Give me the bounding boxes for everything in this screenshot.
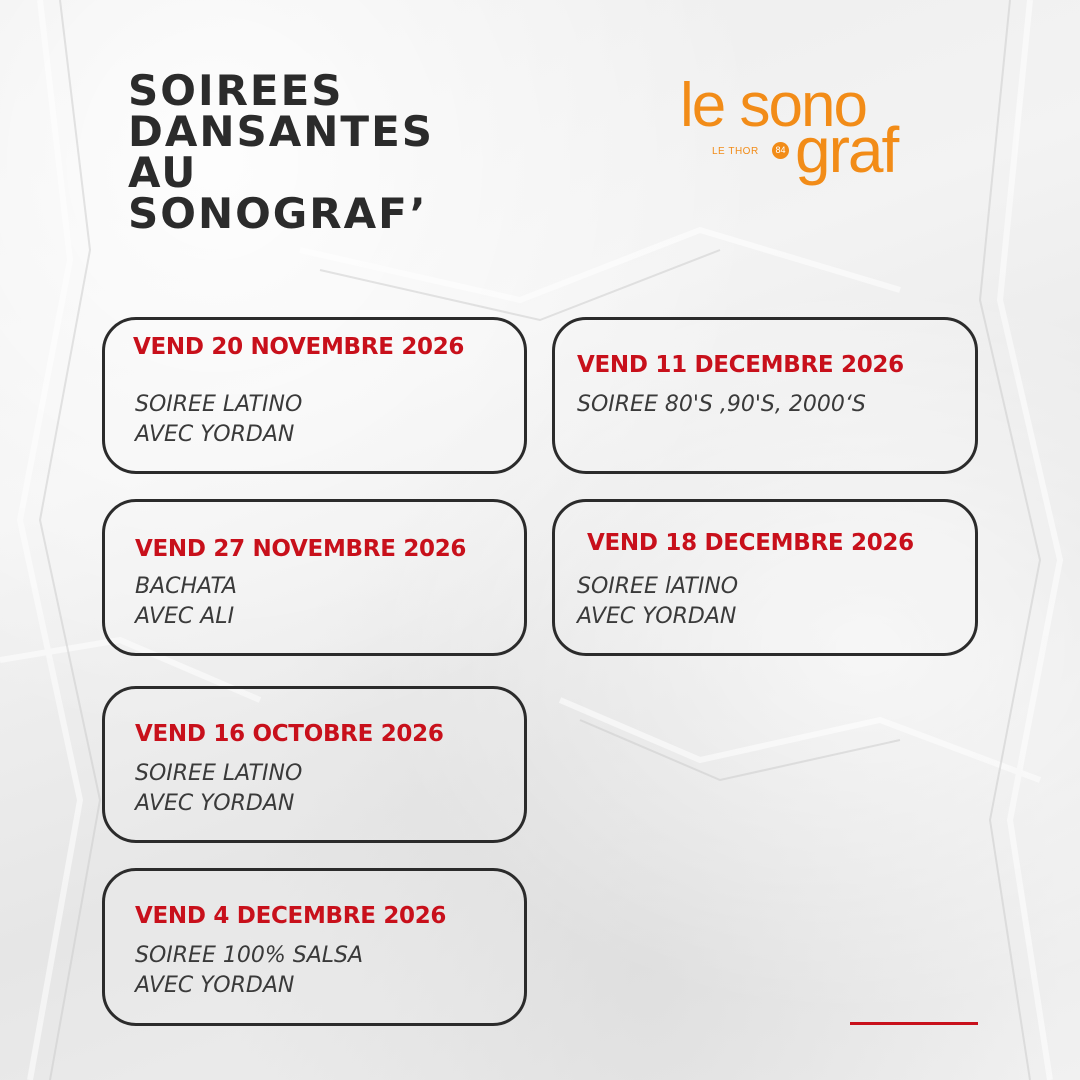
event-description-line: AVEC YORDAN xyxy=(135,422,295,447)
event-date: VEND 4 DECEMBRE 2026 xyxy=(135,903,447,929)
event-date: VEND 27 NOVEMBRE 2026 xyxy=(135,536,467,562)
event-description xyxy=(577,390,866,420)
event-description-line: AVEC YORDAN xyxy=(577,604,737,629)
event-description-line: SOIREE 80'S ,90'S, 2000‘S xyxy=(577,392,866,417)
event-card xyxy=(102,868,527,1026)
logo-wordmark-top: le sono xyxy=(680,78,866,128)
event-description xyxy=(577,572,738,632)
event-date: VEND 16 OCTOBRE 2026 xyxy=(135,721,444,747)
event-date: VEND 11 DECEMBRE 2026 xyxy=(577,352,904,378)
event-description xyxy=(135,759,302,819)
logo-wordmark-bottom: graf xyxy=(795,114,898,186)
page-title xyxy=(128,66,435,238)
logo-city: LE THOR xyxy=(712,146,759,157)
event-description-line: AVEC ALI xyxy=(135,604,235,629)
event-description-line: AVEC YORDAN xyxy=(135,973,295,998)
accent-divider xyxy=(850,1022,978,1025)
event-card xyxy=(102,499,527,656)
event-card xyxy=(102,686,527,843)
logo-badge: 84 xyxy=(772,142,789,159)
event-card xyxy=(102,317,527,474)
event-date: VEND 18 DECEMBRE 2026 xyxy=(587,530,914,556)
event-description-line: SOIREE LATINO xyxy=(135,392,303,417)
event-description-line: SOIREE 100% SALSA xyxy=(135,943,364,968)
event-card xyxy=(552,317,978,474)
event-description-line: SOIREE lATINO xyxy=(577,574,739,599)
sonograf-logo xyxy=(680,78,930,193)
event-card xyxy=(552,499,978,656)
event-description xyxy=(135,941,363,1001)
event-description xyxy=(135,390,302,450)
title-line: DANSANTES xyxy=(128,107,435,156)
event-description xyxy=(135,572,237,632)
event-description-line: AVEC YORDAN xyxy=(135,791,295,816)
event-description-line: SOIREE LATINO xyxy=(135,761,303,786)
title-line: SOIREES xyxy=(128,66,344,115)
title-line: SONOGRAF’ xyxy=(128,189,428,238)
event-date: VEND 20 NOVEMBRE 2026 xyxy=(133,334,465,360)
title-line: AU xyxy=(128,148,198,197)
event-description-line: BACHATA xyxy=(135,574,237,599)
